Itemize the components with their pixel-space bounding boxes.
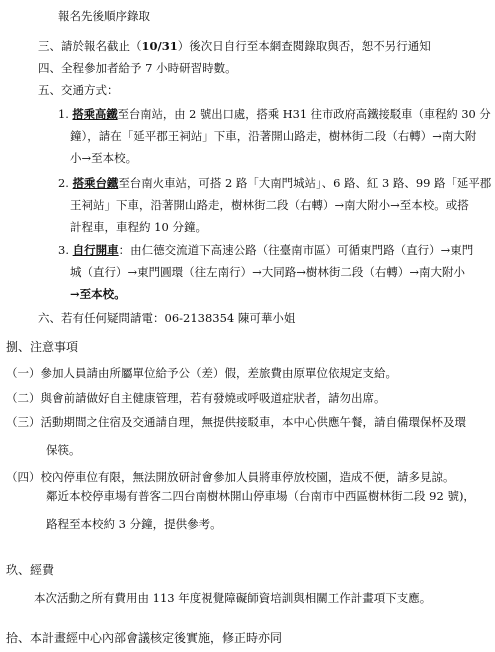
deadline-date: 10/31	[141, 39, 178, 53]
item-4-text: 全程參加者給予 7 小時研習時數。	[61, 61, 237, 75]
transport-3-num: 3.	[58, 243, 69, 257]
transport-2-num: 2.	[58, 176, 69, 190]
item-3-num: 三、	[38, 39, 61, 53]
note-4-line-1: （四）校內停車位有限，無法開放研討會參加人員將車停放校園，造成不便，請多見諒。	[6, 470, 455, 484]
transport-3-mode: 自行開車	[72, 243, 119, 257]
transport-1-line-2: 鐘），請在「延平郡王祠站」下車，沿著開山路走，樹林街二段（右轉）→南大附	[70, 129, 477, 143]
note-4-line-3: 路程至本校約 3 分鐘，提供參考。	[46, 517, 222, 531]
transport-2-mode: 搭乘台鐵	[72, 176, 119, 190]
transport-1-line-3: 小→至本校。	[70, 151, 138, 165]
item-6	[38, 310, 295, 326]
item-3	[38, 38, 431, 54]
section-budget-title: 玖、經費	[6, 563, 55, 577]
note-2: （二）與會前請做好自主健康管理，若有發燒或呼吸道症狀者，請勿出席。	[6, 391, 386, 405]
item-5-text: 交通方式：	[61, 83, 119, 97]
item-5-num: 五、	[38, 83, 61, 97]
item-3-post: ）後次日自行至本網查閱錄取與否，恕不另行通知	[177, 39, 431, 53]
transport-3-line-1: 3. 自行開車：由仁德交流道下高速公路（往臺南市區）可循東門路（直行）→東門	[58, 243, 474, 257]
transport-1-num: 1.	[58, 107, 69, 121]
transport-2-line-1: 2. 搭乘台鐵至台南火車站，可搭 2 路「大南門城站」、6 路、紅 3 路、99 路「延平郡	[58, 176, 492, 190]
note-4-line-2: 鄰近本校停車場有普客二四台南樹林開山停車場（台南市中西區樹林街二段 92 號)，	[46, 489, 475, 503]
transport-2-line-2: 王祠站」下車，沿著開山路走，樹林街二段（右轉）→南大附小→至本校。或搭	[70, 198, 469, 212]
item-4	[38, 60, 237, 76]
section-notes-title: 捌、注意事項	[6, 340, 79, 354]
transport-1-line-1: 1. 搭乘高鐵至台南站，由 2 號出口處，搭乘 H31 往市政府高鐵接駁車（車程約 30 分	[58, 107, 491, 121]
note-3-line-1: （三）活動期間之住宿及交通請自理，無提供接駁車，本中心供應午餐，請自備環保杯及環	[6, 415, 466, 429]
budget-text: 本次活動之所有費用由 113 年度視覺障礙師資培訓與相關工作計畫項下支應。	[34, 591, 432, 605]
section-implementation-title: 拾、本計畫經中心內部會議核定後實施，修正時亦同	[6, 631, 283, 645]
enrollment-note: 報名先後順序錄取	[58, 9, 150, 23]
transport-3-line-2: 城（直行）→東門圓環（往左南行）→大同路→樹林街二段（右轉）→南大附小	[70, 265, 466, 279]
item-5	[38, 82, 119, 98]
item-3-pre: 請於報名截止（	[61, 39, 142, 53]
item-4-num: 四、	[38, 61, 61, 75]
note-1: （一）參加人員請由所屬單位給予公（差）假，差旅費由原單位依規定支給。	[6, 366, 397, 380]
item-6-num: 六、	[38, 311, 61, 325]
transport-3-line-3: →至本校。	[70, 287, 126, 301]
note-3-line-2: 保筷。	[46, 443, 81, 457]
item-6-text: 若有任何疑問請電：06-2138354 陳可華小姐	[61, 311, 296, 325]
transport-1-mode: 搭乘高鐵	[72, 107, 118, 121]
transport-2-line-3: 計程車，車程約 10 分鐘。	[70, 220, 207, 234]
